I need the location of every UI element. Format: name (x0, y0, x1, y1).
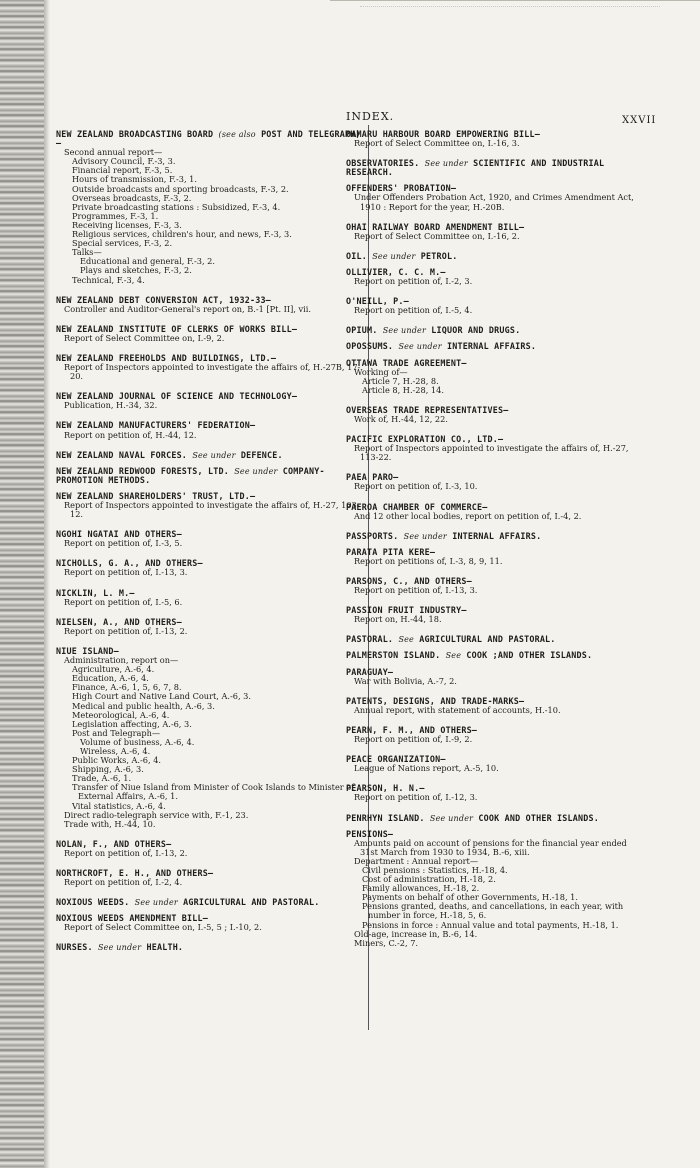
entry-subitem: Amounts paid on account of pensions for the financial year ended 31st March from 1930 to 1934, B.-6, xiii. (354, 837, 627, 857)
see-reference-label: See under (372, 251, 416, 261)
entry-subitem: Pensions in force : Annual value and total payments, H.-18, 1. (362, 919, 619, 930)
index-entry (346, 130, 640, 148)
entry-heading (346, 159, 640, 177)
entry-subitem: Family allowances, H.-18, 2. (362, 883, 480, 894)
entry-subitem: Publication, H.-34, 32. (64, 400, 158, 411)
heading-text: PENSIONS— (346, 828, 394, 839)
cross-reference: INTERNAL AFFAIRS. (452, 530, 542, 541)
entry-heading (56, 898, 363, 907)
entry-subitem: Programmes, F.-3, 1. (72, 210, 159, 221)
see-reference-label: See under (398, 342, 442, 352)
entry-subitem: High Court and Native Land Court, A.-6, 3. (72, 691, 251, 702)
heading-text: OAMARU HARBOUR BOARD EMPOWERING BILL— (346, 129, 540, 139)
see-reference-label: See under (403, 531, 447, 541)
heading-text: OPOSSUMS. (346, 341, 394, 352)
heading-text: OBSERVATORIES. (346, 158, 420, 169)
cross-reference: POST AND TELEGRAPH)— (56, 129, 361, 149)
entry-subitem: Report of Inspectors appointed to investigate the affairs of, H.-27, 113-22. (354, 443, 629, 463)
heading-text: PENRHYN ISLAND. (346, 812, 425, 823)
entry-heading (346, 814, 640, 823)
heading-text: OTTAWA TRADE AGREEMENT— (346, 357, 467, 368)
index-entry (56, 647, 363, 829)
entry-heading (56, 467, 363, 485)
heading-text: PARATA PITA KERE— (346, 546, 436, 557)
entry-subitem: Report on petition of, I.-13, 2. (64, 625, 188, 636)
entry-subitem: Shipping, A.-6, 3. (72, 764, 144, 775)
heading-text: NEW ZEALAND MANUFACTURERS' FEDERATION— (56, 420, 256, 431)
entry-subitem: Report on petition of, I.-3, 10. (354, 481, 478, 492)
index-entry (346, 577, 640, 595)
entry-subitem: Direct radio-telegraph service with, F.-1, 23. (64, 809, 249, 820)
index-entry (56, 130, 363, 285)
see-reference-label: See (398, 635, 414, 645)
entry-subitem: Public Works, A.-6, 4. (72, 755, 162, 766)
entry-heading (56, 943, 363, 952)
entry-subitem: Work of, H.-44, 12, 22. (354, 413, 448, 424)
cross-reference: AGRICULTURAL AND PASTORAL. (419, 634, 556, 645)
entry-subitem: Second annual report— (64, 147, 163, 158)
index-entry (346, 503, 640, 521)
entry-subitem: Private broadcasting stations : Subsidized, F.-3, 4. (72, 201, 281, 212)
index-entry (56, 914, 363, 932)
entry-subitem: Report on, H.-44, 18. (354, 614, 442, 625)
entry-subitem: Wireless, A.-6, 4. (80, 745, 151, 756)
index-entry (56, 943, 363, 952)
entry-subitem: Volume of business, A.-6, 4. (80, 736, 195, 747)
entry-subitem: Advisory Council, F.-3, 3. (72, 156, 176, 167)
cross-reference: PETROL. (420, 250, 458, 261)
entry-subitem: Report on petition of, I.-13, 2. (64, 847, 188, 858)
index-entry (56, 451, 363, 460)
see-reference-label: See under (134, 898, 178, 908)
heading-text: PEACE ORGANIZATION— (346, 754, 446, 765)
heading-text: NEW ZEALAND REDWOOD FORESTS, LTD. (56, 465, 229, 476)
entry-heading (346, 342, 640, 351)
heading-text: NICHOLLS, G. A., AND OTHERS— (56, 558, 203, 569)
index-entry (56, 618, 363, 636)
entry-subitem: Receiving licenses, F.-3, 3. (72, 219, 182, 230)
binding-shadow (44, 0, 50, 1168)
heading-text: PASSPORTS. (346, 530, 399, 541)
index-entry (346, 548, 640, 566)
index-entry (346, 435, 640, 462)
page-binding-edge (0, 0, 44, 1168)
entry-subitem: Trade, A.-6, 1. (72, 773, 132, 784)
entry-subitem: Pensions granted, deaths, and cancellations, in each year, with number in force, H.-18, 5, 6. (362, 901, 624, 921)
entry-subitem: Report on petitions of, I.-3, 8, 9, 11. (354, 555, 503, 566)
entry-subitem: League of Nations report, A.-5, 10. (354, 763, 499, 774)
entry-subitem: Report on petition of, I.-2, 4. (64, 877, 183, 888)
index-entry (56, 325, 363, 343)
index-entry (346, 297, 640, 315)
entry-subitem: Report on petition of, I.-12, 3. (354, 792, 478, 803)
entry-subitem: Report on petition of, H.-44, 12. (64, 429, 197, 440)
index-entry (346, 697, 640, 715)
top-rule-dotted (360, 6, 660, 7)
entry-heading (56, 130, 363, 148)
see-reference-label: See under (97, 943, 142, 953)
entry-subitem: Old-age, increase in, B.-6, 14. (354, 928, 478, 939)
heading-text: PASSION FRUIT INDUSTRY— (346, 605, 467, 616)
index-entry (346, 406, 640, 424)
entry-heading (56, 451, 363, 460)
see-reference-label: See under (192, 450, 236, 460)
cross-reference: COMPANY-PROMOTION METHODS. (56, 465, 325, 485)
index-entry (346, 755, 640, 773)
entry-heading (346, 532, 640, 541)
entry-subitem: Article 8, H.-28, 14. (362, 384, 444, 395)
entry-subitem: Annual report, with statement of accounts, H.-10. (354, 704, 561, 715)
index-entry (346, 668, 640, 686)
heading-text: NIELSEN, A., AND OTHERS— (56, 616, 182, 627)
entry-subitem: Religious services, children's hour, and news, F.-3, 3. (72, 229, 292, 240)
entry-subitem: Under Offenders Probation Act, 1920, and Crimes Amendment Act, 1910 : Report for the year, H.-20B. (354, 192, 634, 212)
entry-subitem: Special services, F.-3, 2. (72, 238, 173, 249)
entry-subitem: And 12 other local bodies, report on petition of, I.-4, 2. (354, 510, 582, 521)
index-entry (346, 268, 640, 286)
index-column-right (346, 130, 640, 959)
index-entry (56, 467, 363, 485)
index-entry (346, 223, 640, 241)
heading-text: PEARSON, H. N.— (346, 783, 425, 794)
heading-text: NEW ZEALAND DEBT CONVERSION ACT, 1932-33— (56, 294, 271, 305)
heading-text: PALMERSTON ISLAND. (346, 650, 441, 661)
entry-subitem: War with Bolivia, A.-7, 2. (354, 675, 457, 686)
heading-text: OHAI RAILWAY BOARD AMENDMENT BILL— (346, 221, 525, 232)
page-number: XXVII (622, 115, 657, 126)
index-entry (56, 869, 363, 887)
index-entry (56, 421, 363, 439)
top-rule (330, 0, 700, 1)
entry-heading (346, 651, 640, 660)
entry-subitem: Post and Telegraph— (72, 727, 161, 738)
entry-subitem: Report of Select Committee on, I.-9, 2. (64, 332, 225, 343)
cross-reference: AGRICULTURAL AND PASTORAL. (183, 897, 320, 908)
index-entry (346, 830, 640, 948)
heading-text: NURSES. (56, 942, 93, 953)
cross-reference: INTERNAL AFFAIRS. (446, 341, 537, 352)
cross-reference: COOK ;AND OTHER ISLANDS. (466, 650, 593, 661)
entry-subitem: Overseas broadcasts, F.-3, 2. (72, 192, 192, 203)
index-entry (346, 159, 640, 177)
cross-reference: DEFENCE. (240, 449, 283, 460)
heading-text: OFFENDERS' PROBATION— (346, 183, 457, 194)
cross-reference: LIQUOR AND DRUGS. (431, 325, 521, 336)
heading-text: PARSONS, C., AND OTHERS— (346, 576, 472, 586)
entry-subitem: Civil pensions : Statistics, H.-18, 4. (362, 864, 508, 875)
index-entry (346, 726, 640, 744)
cross-reference: SCIENTIFIC AND INDUSTRIAL RESEARCH. (346, 158, 605, 178)
entry-subitem: Legislation affecting, A.-6, 3. (72, 718, 192, 729)
entry-subitem: Miners, C.-2, 7. (354, 937, 419, 948)
cross-reference: COOK AND OTHER ISLANDS. (478, 812, 599, 823)
index-entry (346, 473, 640, 491)
index-entry (56, 392, 363, 410)
index-entry (346, 359, 640, 395)
index-entry (56, 559, 363, 577)
heading-text: NOXIOUS WEEDS. (56, 897, 130, 908)
entry-subitem: Payments on behalf of other Governments, H.-18, 1. (362, 892, 578, 903)
index-entry (56, 296, 363, 314)
heading-text: O'NEILL, P.— (346, 296, 409, 307)
entry-subitem: Working of— (354, 366, 408, 377)
entry-subitem: Report on petition of, I.-3, 5. (64, 538, 183, 549)
entry-subitem: Report on petition of, I.-2, 3. (354, 276, 473, 287)
entry-subitem: Report of Inspectors appointed to investigate the affairs of, H.-27, 103-12. (64, 500, 360, 520)
entry-subitem: Controller and Auditor-General's report on, B.-1 [Pt. II], vii. (64, 303, 311, 314)
entry-subitem: Article 7, H.-28, 8. (362, 375, 439, 386)
entry-subitem: Report on petition of, I.-5, 4. (354, 305, 473, 316)
entry-heading (346, 635, 640, 644)
entry-subitem: Education, A.-6, 4. (72, 673, 149, 684)
index-entry (346, 784, 640, 802)
index-entry (346, 326, 640, 335)
index-entry (56, 354, 363, 381)
entry-subitem: Trade with, H.-44, 10. (64, 818, 156, 829)
entry-subitem: Department : Annual report— (354, 855, 479, 866)
page-title: INDEX. (346, 110, 395, 123)
heading-text: NEW ZEALAND BROADCASTING BOARD (56, 129, 214, 139)
entry-subitem: Talks— (72, 247, 102, 258)
heading-text: NOLAN, F., AND OTHERS— (56, 838, 172, 849)
index-entry (346, 651, 640, 660)
cross-reference: HEALTH. (146, 942, 184, 953)
see-reference-label: See under (429, 813, 474, 823)
heading-text: PARAGUAY— (346, 666, 394, 677)
entry-heading (346, 326, 640, 335)
entry-subitem: Technical, F.-3, 4. (72, 274, 145, 285)
see-reference-label: (see also (218, 130, 256, 139)
heading-text: PACIFIC EXPLORATION CO., LTD.— (346, 434, 504, 445)
entry-subitem: Report on petition of, I.-9, 2. (354, 734, 473, 745)
index-column-left (56, 130, 363, 960)
heading-text: NEW ZEALAND JOURNAL OF SCIENCE AND TECHNOLOGY— (56, 391, 298, 402)
entry-subitem: Transfer of Niue Island from Minister of Cook Islands to Minister of External Affairs, A.-6, 1. (72, 782, 355, 802)
entry-subitem: Outside broadcasts and sporting broadcasts, F.-3, 2. (72, 183, 289, 194)
entry-subitem: Report on petition of, I.-13, 3. (354, 585, 478, 596)
heading-text: PEARN, F. M., AND OTHERS— (346, 724, 478, 735)
heading-text: NGOHI NGATAI AND OTHERS— (56, 529, 182, 540)
heading-text: NOXIOUS WEEDS AMENDMENT BILL— (56, 913, 209, 924)
heading-text: NEW ZEALAND SHAREHOLDERS' TRUST, LTD.— (56, 490, 256, 501)
entry-subitem: Hours of transmission, F.-3, 1. (72, 174, 197, 185)
heading-text: OPIUM. (346, 325, 378, 336)
entry-subitem: Administration, report on— (64, 655, 179, 666)
heading-text: PAEROA CHAMBER OF COMMERCE— (346, 501, 488, 512)
heading-text: NICKLIN, L. M.— (56, 587, 135, 598)
heading-text: PASTORAL. (346, 634, 394, 645)
index-entry (346, 252, 640, 261)
heading-text: NEW ZEALAND NAVAL FORCES. (56, 449, 188, 460)
index-entry (56, 589, 363, 607)
entry-subitem: Report on petition of, I.-5, 6. (64, 596, 183, 607)
entry-subitem: Report of Select Committee on, I.-16, 2. (354, 230, 520, 241)
index-entry (56, 530, 363, 548)
see-reference-label: See under (424, 159, 468, 169)
see-reference-label: See under (234, 466, 278, 476)
index-entry (346, 342, 640, 351)
index-entry (346, 184, 640, 211)
entry-subitem: Report on petition of, I.-13, 3. (64, 567, 188, 578)
see-reference-label: See under (382, 326, 426, 336)
entry-subitem: Report of Select Committee on, I.-5, 5 ; I.-10, 2. (64, 922, 262, 933)
index-entry (56, 898, 363, 907)
entry-subitem: Cost of administration, H.-18, 2. (362, 874, 496, 885)
index-entry (346, 532, 640, 541)
heading-text: NEW ZEALAND FREEHOLDS AND BUILDINGS, LTD.— (56, 352, 277, 363)
heading-text: PAEA PARO— (346, 472, 399, 483)
entry-subitem: Finance, A.-6, 1, 5, 6, 7, 8. (72, 682, 182, 693)
entry-subitem: Plays and sketches, F.-3, 2. (80, 265, 192, 276)
entry-subitem: Educational and general, F.-3, 2. (80, 256, 215, 267)
index-entry (56, 840, 363, 858)
heading-text: OVERSEAS TRADE REPRESENTATIVES— (346, 404, 509, 415)
index-entry (56, 492, 363, 519)
heading-text: NEW ZEALAND INSTITUTE OF CLERKS OF WORKS BILL— (56, 323, 298, 334)
index-entry (346, 606, 640, 624)
heading-text: OIL. (346, 250, 367, 261)
entry-subitem: Vital statistics, A.-6, 4. (72, 800, 166, 811)
index-entry (346, 635, 640, 644)
index-entry (346, 814, 640, 823)
entry-subitem: Report of Inspectors appointed to investigate the affairs of, H.-27B, 17-20. (64, 362, 361, 382)
entry-subitem: Agriculture, A.-6, 4. (72, 664, 155, 675)
entry-subitem: Report of Select Committee on, I.-16, 3. (354, 138, 520, 149)
heading-text: PATENTS, DESIGNS, AND TRADE-MARKS— (346, 695, 525, 706)
entry-heading (346, 252, 640, 261)
entry-subitem: Medical and public health, A.-6, 3. (72, 700, 215, 711)
heading-text: OLLIVIER, C. C. M.— (346, 266, 446, 277)
heading-text: NIUE ISLAND— (56, 645, 119, 656)
heading-text: NORTHCROFT, E. H., AND OTHERS— (56, 868, 214, 878)
entry-subitem: Financial report, F.-3, 5. (72, 165, 173, 176)
entry-subitem: Meteorological, A.-6, 4. (72, 709, 170, 720)
see-reference-label: See (445, 651, 462, 661)
